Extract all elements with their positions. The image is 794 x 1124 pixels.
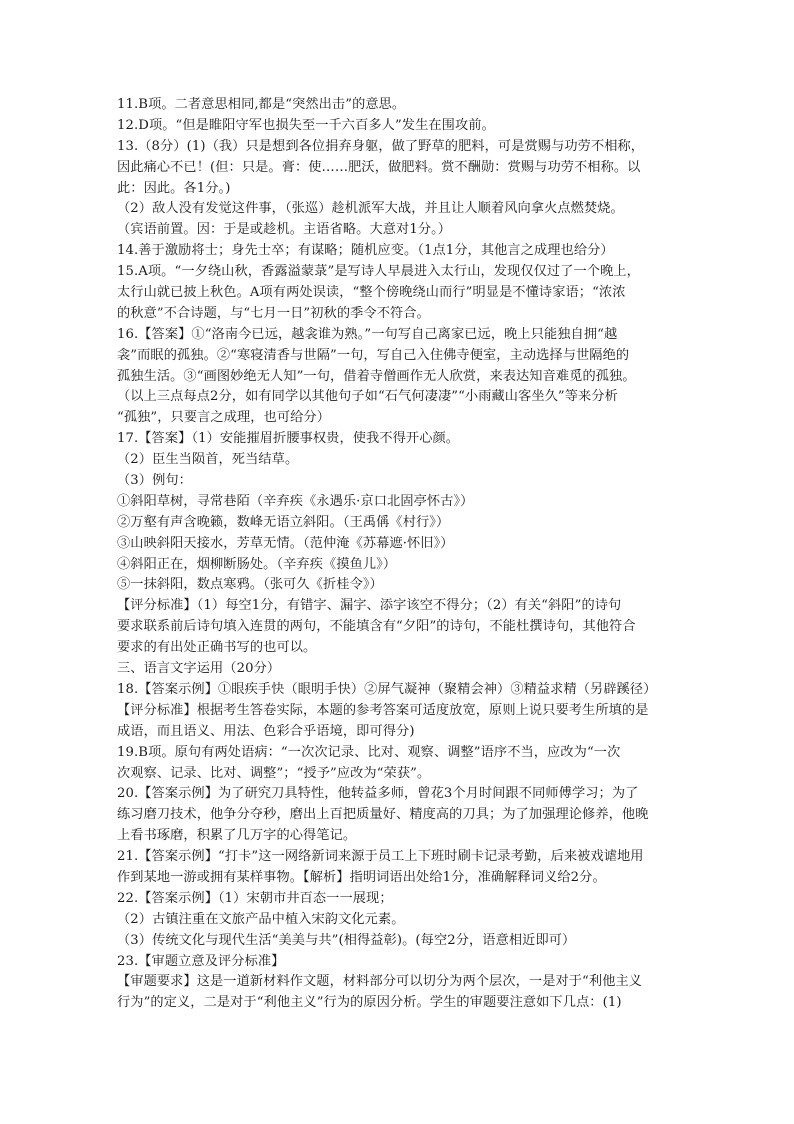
text-line: 此：因此。各1分。) [117, 180, 231, 196]
text-line: 23.【审题立意及评分标准】 [117, 953, 285, 969]
text-line: 22.【答案示例】（1）宋朝市井百态一一展现； [117, 890, 393, 906]
text-line: 的秋意”不合诗题，与“七月一日”初秋的季令不符合。 [117, 305, 430, 321]
text-line: 21.【答案示例】“打卡”这一网络新词来源于员工上下班时刷卡记录考勤，后来被戏谑地用 [117, 849, 644, 865]
text-line: 太行山就已披上秋色。A项有两处误读，“整个傍晚绕山而行”明显是不懂诗家语；“浓浓 [117, 285, 626, 301]
text-line: “孤独”，只要言之成理，也可给分） [117, 410, 330, 426]
text-line: 14.善于激励将士；身先士卒；有谋略；随机应变。（1点1分，其他言之成理也给分） [117, 243, 614, 259]
text-line: 衾”而眠的孤独。②“寒寝清香与世隔”一句，写自己入住佛寺便室，主动选择与世隔绝的 [117, 347, 630, 363]
text-line: 16.【答案】①“洛南今已远，越衾谁为熟。”一句写自己离家已远，晚上只能独自拥“越 [117, 326, 618, 342]
text-line: ③山映斜阳天接水，芳草无情。（范仲淹《苏幕遮·怀旧》） [117, 535, 454, 551]
text-line: 次观察、记录、比对、调整”；“授予”应改为“荣获”。 [117, 765, 431, 781]
text-line: （2）古镇注重在文旅产品中植入宋韵文化元素。 [117, 911, 405, 927]
text-line: 练习磨刀技术，他争分夺秒，磨出上百把质量好、精度高的刀具；为了加强理论修养，他晚 [117, 807, 649, 823]
text-line: （以上三点每点2分，如有同学以其他句子如“石气何凄凄”“小雨藏山客坐久”等来分析 [117, 389, 618, 405]
text-line: 13.（8分）(1)（我）只是想到各位捐弃身躯，做了野草的肥料，可是赏赐与功劳不相称， [117, 138, 645, 154]
text-line: （2）敌人没有发觉这件事，（张巡）趁机派军大战，并且让人顺着风向拿火点燃焚烧。 [117, 201, 624, 217]
text-line: 要求联系前后诗句填入连贯的两句，不能填含有“夕阳”的诗句，不能杜撰诗句，其他符合 [117, 619, 636, 635]
text-line: ①斜阳草树，寻常巷陌（辛弃疾《永遇乐·京口北固亭怀古》） [117, 493, 474, 509]
text-line: ⑤一抹斜阳，数点寒鸦。（张可久《折桂令》） [117, 577, 383, 593]
text-line: 15.A项。“一夕绕山秋，香露溢蒙菉”是写诗人早晨进入太行山，发现仅仅过了一个晚上， [117, 264, 640, 280]
text-line: 要求的有出处正确书写的也可以。 [117, 640, 317, 656]
text-line: 17.【答案】（1）安能摧眉折腰事权贵，使我不得开心颜。 [117, 431, 460, 447]
text-line: 19.B项。原句有两处语病：“一次次记录、比对、观察、调整”语序不当，应改为“一次 [117, 744, 621, 760]
text-line: 18.【答案示例】①眼疾手快（眼明手快）②屏气凝神（聚精会神）③精益求精（另辟蹊径） [117, 681, 657, 697]
text-line: 11.B项。二者意思相同,都是“突然出击”的意思。 [117, 97, 406, 112]
text-line: ②万壑有声含晚籁，数峰无语立斜阳。（王禹偁《村行》） [117, 514, 450, 530]
section-heading: 三、语言文字运用（20分） [117, 661, 281, 677]
text-line: 行为”的定义，二是对于“利他主义”行为的原因分析。学生的审题要注意如下几点：(1) [117, 995, 622, 1011]
text-line: ④斜阳正在，烟柳断肠处。（辛弃疾《摸鱼儿》） [117, 556, 397, 572]
text-line: （宾语前置。因：于是或趁机。主语省略。大意对1分。） [117, 222, 452, 238]
text-line: 20.【答案示例】为了研究刀具特性，他转益多师，曾花3个月时间跟不同师傅学习；为了 [117, 786, 639, 802]
text-line: 上看书琢磨，积累了几万字的心得笔记。 [117, 828, 357, 844]
text-line: 孤独生活。③“画图妙绝无人知”一句，借着寺僧画作无人欣赏，来表达知音难觅的孤独。 [117, 368, 636, 384]
text-line: 12.D项。“但是睢阳守军也损失至一千六百多人”发生在围攻前。 [117, 117, 495, 133]
text-line: 成语，而且语义、用法、色彩合乎语境，即可得分) [117, 723, 415, 739]
answer-key-page [117, 95, 677, 1014]
text-line: 【评分标准】根据考生答卷实际，本题的参考答案可适度放宽，原则上说只要考生所填的是 [117, 702, 649, 718]
text-line: （3）传统文化与现代生活“美美与共”(相得益彰)。(每空2分，语意相近即可） [117, 932, 576, 948]
text-line: 因此痛心不已！(但：只是。膏：使……肥沃，做肥料。赏不酬勋：赏赐与功劳不相称。以 [117, 159, 641, 175]
text-line: 【审题要求】这是一道新材料作文题，材料部分可以切分为两个层次，一是对于“利他主义 [117, 974, 643, 990]
text-line: （3）例句： [117, 473, 192, 489]
text-line: 作到某地一游或拥有某样事物。【解析】指明词语出处给1分，准确解释词义给2分。 [117, 869, 606, 885]
text-line: （2）臣生当陨首，死当结草。 [117, 452, 299, 468]
text-line: 【评分标准】（1）每空1分，有错字、漏字、添字该空不得分；（2）有关“斜阳”的诗句 [117, 598, 622, 614]
